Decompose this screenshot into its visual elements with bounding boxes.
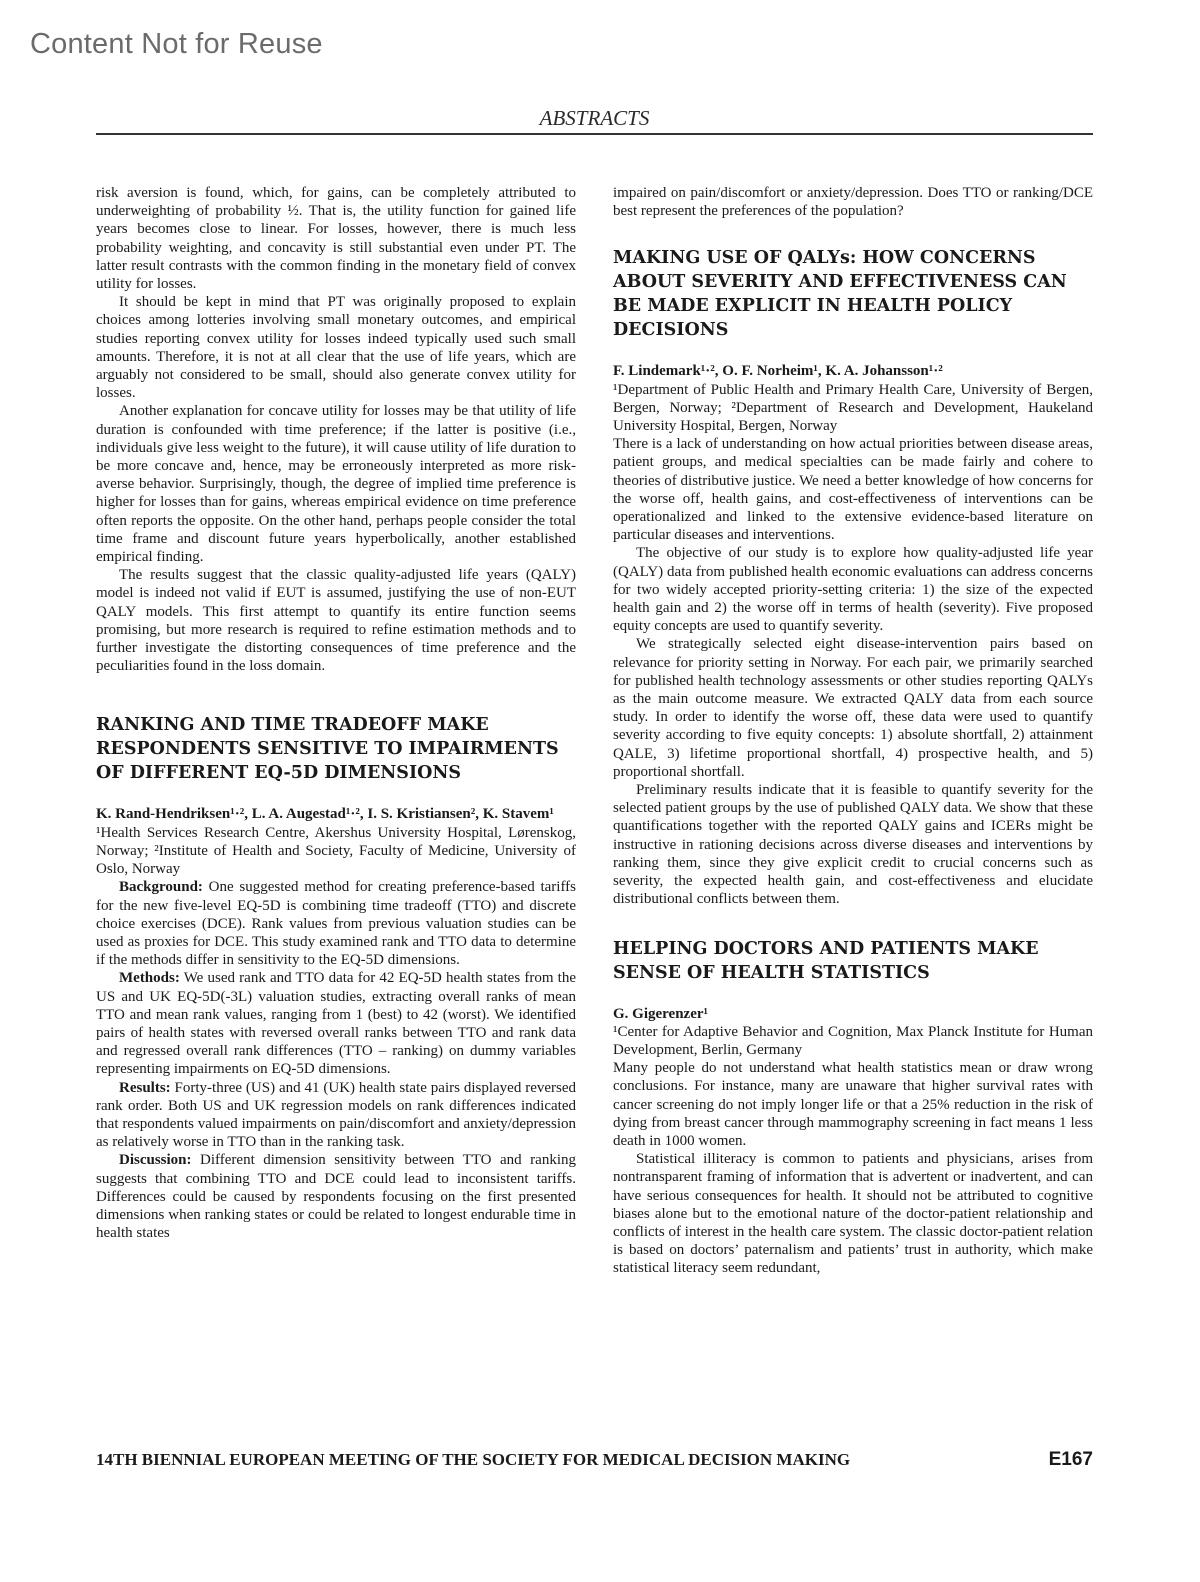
- right-column: [613, 184, 1093, 1278]
- abstract-section-methods: [96, 969, 576, 1078]
- abstract-paragraph: Statistical illiteracy is common to patients and physicians, arises from nontransparent framing of information that is advertent or inadvertent, and can have serious consequences for health. It should not be attributed to cognitive biases alone but to the emotional nature of the doctor-patient relationship and conflicts of interest in the health care system. The classic doctor-patient relation is based on doctors’ paternalism and patients’ trust in authority, which make statistical literacy seem redundant,: [613, 1151, 1093, 1277]
- footer-meeting-title: 14TH BIENNIAL EUROPEAN MEETING OF THE SOCIETY FOR MEDICAL DECISION MAKING: [96, 1450, 851, 1469]
- section-text: Forty-three (US) and 41 (UK) health state pairs displayed reversed rank order. Both US and UK regression models on rank differences indicated that respondents valued impairments on pain/discomfort and anxiety/depression as relatively worse in TTO than in the ranking task.: [96, 1079, 576, 1151]
- abstract-section-results: [96, 1079, 576, 1152]
- abstract-paragraph: There is a lack of understanding on how actual priorities between disease areas, patient groups, and medical specialties can be made fairly and cohere to theories of distributive justice. We need a better knowledge of how concerns for the worse off, health gains, and cost-effectiveness of interventions can be operationalized and linked to the extensive evidence-based literature on particular diseases and interventions.: [613, 436, 1093, 544]
- abstract-title: MAKING USE OF QALYs: HOW CONCERNS ABOUT SEVERITY AND EFFECTIVENESS CAN BE MADE EXPLICIT IN HEALTH POLICY DECISIONS: [613, 248, 1067, 341]
- abstract-affiliations: ¹Health Services Research Centre, Akershus University Hospital, Lørenskog, Norway; ²Institute of Health and Society, Faculty of Medicine, University of Oslo, Norway: [96, 824, 576, 878]
- abstract-paragraph: Many people do not understand what health statistics mean or draw wrong conclusions. For instance, many are unaware that higher survival rates with cancer screening do not imply longer life or that a 25% reduction in the risk of dying from breast cancer through mammography screening in fact means 1 less death in 1000 women.: [613, 1060, 1093, 1149]
- continued-paragraph: risk aversion is found, which, for gains, can be completely attributed to underweighting of probability ½. That is, the utility function for gained life years becomes close to linear. For losses, however, there is much less probability weighting, and concavity is still substantial even under PT. The latter result contrasts with the common finding in the monetary field of convex utility for losses.: [96, 185, 576, 293]
- abstract-title: HELPING DOCTORS AND PATIENTS MAKE SENSE OF HEALTH STATISTICS: [613, 938, 1039, 983]
- abstract-affiliations: ¹Department of Public Health and Primary Health Care, University of Bergen, Bergen, Norway; ²Department of Research and Development, Haukeland University Hospital, Bergen, Norway: [613, 381, 1093, 435]
- abstract-affiliations: ¹Center for Adaptive Behavior and Cognition, Max Planck Institute for Human Development, Berlin, Germany: [613, 1023, 1093, 1058]
- watermark: Content Not for Reuse: [30, 28, 323, 60]
- abstract-authors: G. Gigerenzer¹: [613, 1005, 709, 1022]
- section-label: Background:: [119, 879, 203, 896]
- continued-paragraph: impaired on pain/discomfort or anxiety/depression. Does TTO or ranking/DCE best represent the preferences of the population?: [613, 185, 1093, 220]
- abstract-title: RANKING AND TIME TRADEOFF MAKE RESPONDENTS SENSITIVE TO IMPAIRMENTS OF DIFFERENT EQ-5D DIMENSIONS: [96, 715, 559, 784]
- page-footer: [96, 1449, 1093, 1471]
- left-column: [96, 184, 576, 1242]
- section-label: Methods:: [119, 970, 180, 987]
- section-text: One suggested method for creating preference-based tariffs for the new five-level EQ-5D is combining time tradeoff (TTO) and discrete choice exercises (DCE). Rank values from previous valuation studies can be used as proxies for DCE. This study examined rank and TTO data to determine if the methods differ in sensitivity to the EQ-5D dimensions.: [96, 879, 576, 969]
- section-label: Discussion:: [119, 1152, 192, 1169]
- abstract-section-background: [96, 878, 576, 969]
- abstract-section-discussion: [96, 1151, 576, 1242]
- abstract-paragraph: The objective of our study is to explore how quality-adjusted life year (QALY) data from published health economic evaluations can address concerns for two widely accepted priority-setting criteria: 1) the size of the expected health gain and 2) the worse off in terms of health (severity). Five proposed equity concepts are used to quantify severity.: [613, 545, 1093, 635]
- section-text: We used rank and TTO data for 42 EQ-5D health states from the US and UK EQ-5D(-3L) valuation studies, extracting overall ranks of mean TTO and mean rank values, ranging from 1 (best) to 42 (worst). We identified pairs of health states with reversed overall ranks between TTO and rank data and regressed overall rank differences (TTO – ranking) on dummy variables representing impairments on EQ-5D dimensions.: [96, 970, 576, 1078]
- continued-paragraph: It should be kept in mind that PT was originally proposed to explain choices among lotteries involving small monetary outcomes, and empirical studies reporting convex utility for losses indeed typically used such small amounts. Therefore, it is not at all clear that the use of life years, which are arguably not considered to be small, should also generate convex utility for losses.: [96, 294, 576, 402]
- page-number: E167: [1048, 1449, 1093, 1470]
- abstract-paragraph: Preliminary results indicate that it is feasible to quantify severity for the selected patient groups by the use of published QALY data. We show that these quantifications together with the reported QALY gains and ICERs might be instructive in rationing decisions across diverse diseases and interventions by ranking them, since they give explicit credit to crucial concerns such as severity, the expected health gain, and cost-effectiveness and elucidate distributional conflicts between them.: [613, 782, 1093, 908]
- abstract-authors: K. Rand-Hendriksen¹·², L. A. Augestad¹·², I. S. Kristiansen², K. Stavem¹: [96, 806, 554, 823]
- abstract-authors: F. Lindemark¹·², O. F. Norheim¹, K. A. Johansson¹·²: [613, 363, 943, 380]
- continued-paragraph: Another explanation for concave utility for losses may be that utility of life duration is confounded with time preference; if the latter is positive (i.e., individuals give less weight to the future), it will cause utility of life duration to be more concave and, hence, may be erroneously interpreted as more risk-averse behavior. Surprisingly, though, the degree of implied time preference is higher for losses than for gains, whereas empirical evidence on time preference often reports the opposite. On the other hand, perhaps people consider the total time frame and discount future years hyperbolically, another established empirical finding.: [96, 403, 576, 566]
- section-label: Results:: [119, 1079, 171, 1096]
- section-text: Different dimension sensitivity between TTO and ranking suggests that combining TTO and DCE could lead to inconsistent tariffs. Differences could be caused by respondents focusing on the first presented dimensions when ranking states or could be related to longest endurable time in health states: [96, 1152, 576, 1242]
- continued-paragraph: The results suggest that the classic quality-adjusted life years (QALY) model is indeed not valid if EUT is assumed, justifying the use of non-EUT QALY models. This first attempt to quantify its entire function seems promising, but more research is required to refine estimation methods and to further investigate the distorting consequences of time preference and the peculiarities found in the loss domain.: [96, 567, 576, 675]
- header-rule: [96, 133, 1093, 135]
- running-head: ABSTRACTS: [539, 106, 650, 130]
- abstract-paragraph: We strategically selected eight disease-intervention pairs based on relevance for priority setting in Norway. For each pair, we primarily searched for published health technology assessments or other studies reporting QALYs as the main outcome measure. We extracted QALY data from each source study. In order to identify the worse off, these data were used to quantify severity according to five equity concepts: 1) absolute shortfall, 2) attainment QALE, 3) lifetime proportional shortfall, 4) prospective health, and 5) proportional shortfall.: [613, 636, 1093, 780]
